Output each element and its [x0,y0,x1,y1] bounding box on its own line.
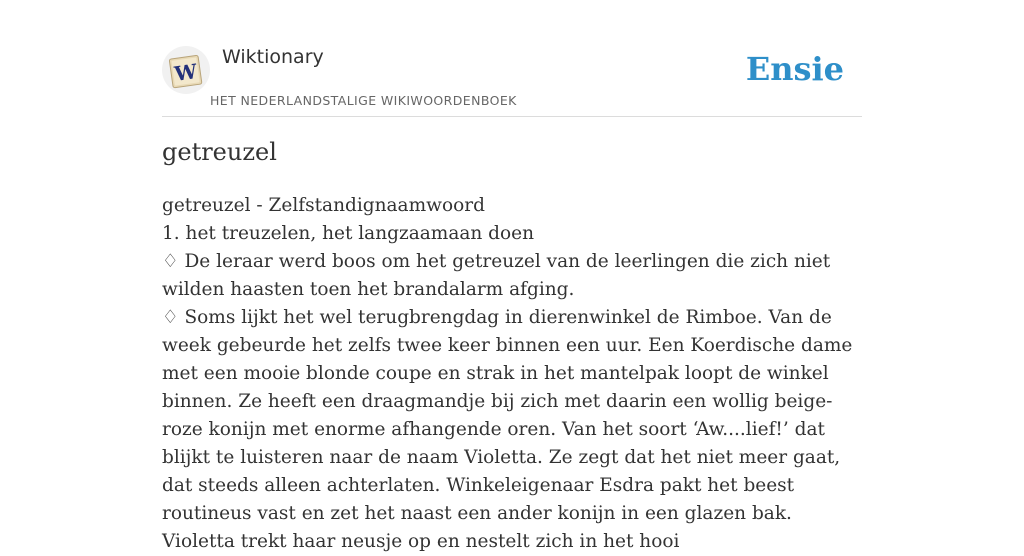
logo-letter: W [172,59,199,87]
site-name-link[interactable]: Wiktionary [222,46,324,68]
ensie-brand-link[interactable]: Ensie [745,50,844,88]
example-sentence: ♢ De leraar werd boos om het getreuzel van de leerlingen die zich niet wilden haasten toen het brandalarm afging. [162,251,831,300]
site-header [162,40,862,117]
example-sentence: ♢ Soms lijkt het wel terugbrengdag in dierenwinkel de Rimboe. Van de week gebeurde het zelfs twee keer binnen een uur. Een Koerdische dame met een mooie blonde coupe en strak in het mantelpak loopt de winkel binnen. Ze heeft een draagmandje bij zich met daarin een wollig beige-roze konijn met enorme afhangende oren. Van het soort ‘Aw....lief!’ dat blijkt te luisteren naar de naam Violetta. Ze zegt dat het niet meer gaat, dat steeds alleen achterlaten. Winkeleigenaar Esdra pakt het beest routineus vast en zet het naast een ander konijn in een glazen bak. Violetta trekt haar neusje op en nestelt zich in het hooi [162,307,853,552]
entry-content [162,192,862,556]
wiktionary-logo-icon[interactable] [162,46,210,94]
entry-definition: 1. het treuzelen, het langzaamaan doen [162,223,535,244]
entry-heading: getreuzel - Zelfstandignaamwoord [162,195,485,216]
site-subtitle: HET NEDERLANDSTALIGE WIKIWOORDENBOEK [210,93,517,108]
page-title: getreuzel [162,138,277,166]
